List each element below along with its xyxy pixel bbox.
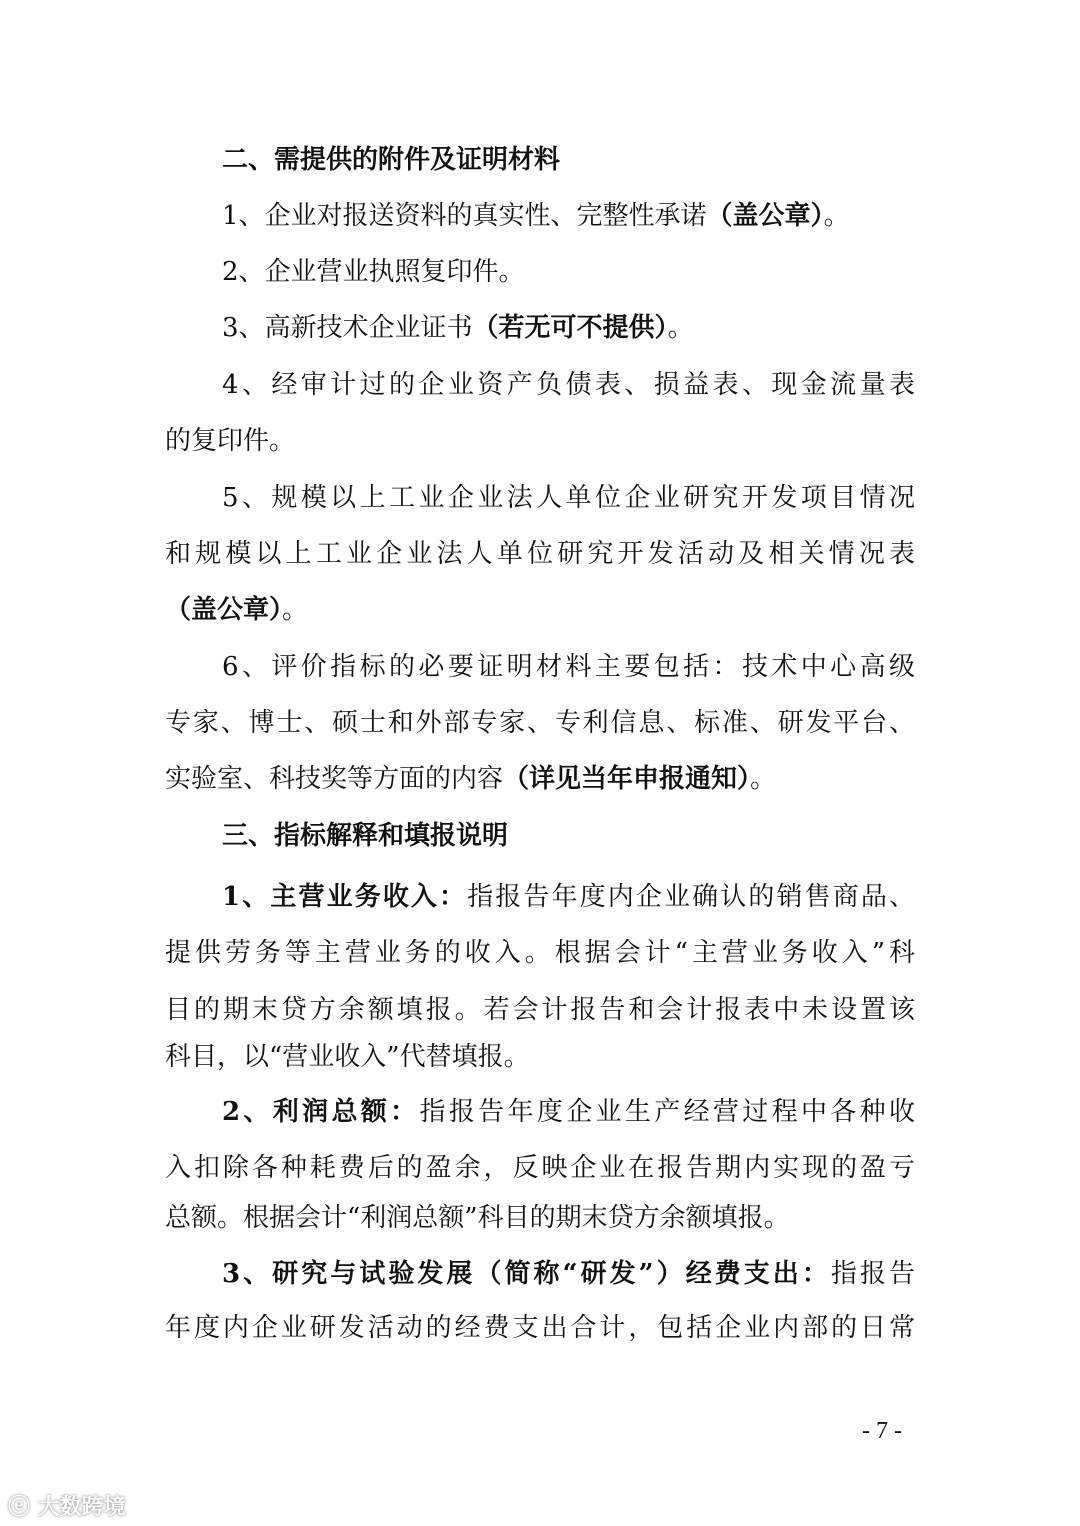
text-segment: 年度内企业研发活动的经费支出合计，包括企业内部的日常 xyxy=(165,1313,915,1343)
text-segment: 指报告 xyxy=(830,1259,915,1289)
text-line xyxy=(165,706,915,740)
text-segment: 提供劳务等主营业务的收入。根据会计“主营业务收入”科 xyxy=(165,938,915,968)
text-line xyxy=(222,650,915,684)
text-segment: 。 xyxy=(750,764,777,794)
text-line xyxy=(222,819,915,853)
text-line xyxy=(222,255,915,289)
bold-text: 3、研究与试验发展（简称“研发”）经费支出： xyxy=(222,1259,831,1289)
text-line xyxy=(165,537,915,571)
text-line xyxy=(165,1311,915,1345)
text-segment: 实验室、科技奖等方面的内容 xyxy=(165,764,504,794)
text-segment: 目的期末贷方余额填报。若会计报告和会计报表中未设置该 xyxy=(165,995,915,1025)
text-segment: 入扣除各种耗费后的盈余，反映企业在报告期内实现的盈亏 xyxy=(165,1153,915,1183)
text-segment: 指报告年度内企业确认的销售商品、 xyxy=(467,882,915,912)
bold-text: 2、利润总额： xyxy=(222,1097,420,1127)
text-segment: 3、高新技术企业证书 xyxy=(222,313,473,343)
text-line xyxy=(165,424,915,458)
text-line xyxy=(222,481,915,515)
text-line xyxy=(222,880,915,914)
text-line xyxy=(222,311,915,345)
text-segment: 2、企业营业执照复印件。 xyxy=(222,257,525,287)
text-segment: 和规模以上工业企业法人单位研究开发活动及相关情况表 xyxy=(165,539,915,569)
text-line xyxy=(165,1040,915,1074)
text-line xyxy=(165,993,915,1027)
text-segment: 5、规模以上工业企业法人单位企业研究开发项目情况 xyxy=(222,483,915,513)
text-segment: 专家、博士、硕士和外部专家、专利信息、标准、研发平台、 xyxy=(165,708,915,738)
bold-text: （盖公章） xyxy=(165,595,283,625)
text-line xyxy=(222,1257,915,1291)
bold-text: （盖公章） xyxy=(706,201,824,231)
text-segment: 。 xyxy=(823,201,850,231)
bold-text: （若无可不提供） xyxy=(472,313,668,343)
text-line xyxy=(165,593,915,627)
text-line xyxy=(165,762,915,796)
text-line xyxy=(222,143,915,177)
text-line xyxy=(222,368,915,402)
watermark-text: 大数跨境 xyxy=(37,1495,126,1520)
text-segment: 4、经审计过的企业资产负债表、损益表、现金流量表 xyxy=(222,370,915,400)
text-segment: 。 xyxy=(282,595,309,625)
bold-text: （详见当年申报通知） xyxy=(503,764,751,794)
text-segment: 科目，以“营业收入”代替填报。 xyxy=(165,1042,530,1072)
text-segment: 指报告年度企业生产经营过程中各种收 xyxy=(419,1097,915,1127)
text-segment: 6、评价指标的必要证明材料主要包括：技术中心高级 xyxy=(222,652,915,682)
text-line xyxy=(165,936,915,970)
text-segment: 。 xyxy=(667,313,694,343)
bold-text: 1、主营业务收入： xyxy=(222,882,468,912)
page-number: - 7 - xyxy=(862,1418,902,1444)
text-segment: 1、企业对报送资料的真实性、完整性承诺 xyxy=(222,201,707,231)
text-line xyxy=(165,1151,915,1185)
text-line xyxy=(165,1201,915,1235)
text-segment: 总额。根据会计“利润总额”科目的期末贷方余额填报。 xyxy=(165,1203,790,1233)
watermark-logo: ⓔ 大数跨境 xyxy=(8,1495,126,1520)
text-segment: 的复印件。 xyxy=(165,426,296,456)
text-line xyxy=(222,1095,915,1129)
bold-text: 二、需提供的附件及证明材料 xyxy=(222,145,561,175)
bold-text: 三、指标解释和填报说明 xyxy=(222,821,509,851)
text-line xyxy=(222,199,915,233)
